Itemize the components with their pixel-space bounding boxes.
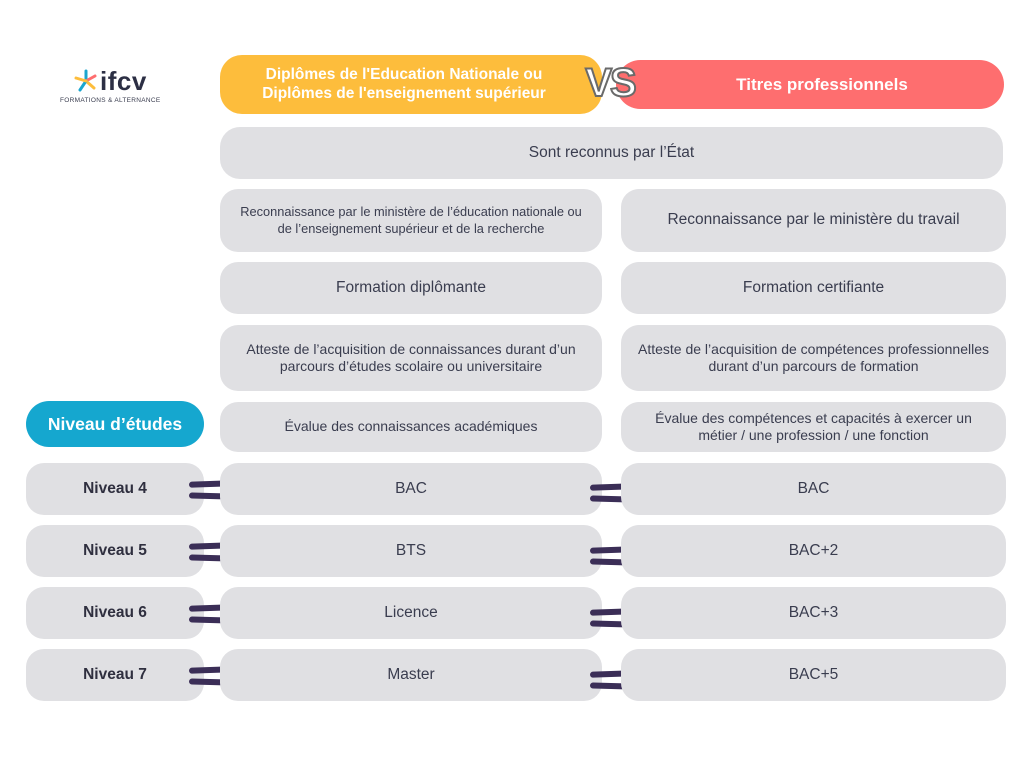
star-icon — [74, 69, 98, 93]
level-left-value: Licence — [220, 587, 602, 639]
logo-subtitle: FORMATIONS & ALTERNANCE — [60, 97, 161, 104]
training-left: Formation diplômante — [220, 262, 602, 314]
attest-left: Atteste de l’acquisition de connaissances durant d’un parcours d’études scolaire ou universitaire — [220, 325, 602, 391]
common-recognition: Sont reconnus par l’État — [220, 127, 1003, 179]
level-label: Niveau 7 — [26, 649, 204, 701]
header-titres-professionnels: Titres professionnels — [616, 60, 1004, 109]
level-left-value: Master — [220, 649, 602, 701]
header-diplomes: Diplômes de l'Education Nationale ou Diplômes de l'enseignement supérieur — [220, 55, 602, 114]
level-label: Niveau 5 — [26, 525, 204, 577]
attest-right: Atteste de l’acquisition de compétences professionnelles durant d’un parcours de formation — [621, 325, 1006, 391]
ifcv-logo — [60, 66, 190, 110]
recognition-right: Reconnaissance par le ministère du travail — [621, 189, 1006, 252]
level-left-value: BTS — [220, 525, 602, 577]
level-right-value: BAC+5 — [621, 649, 1006, 701]
eval-right: Évalue des compétences et capacités à exercer un métier / une profession / une fonction — [621, 402, 1006, 452]
level-label: Niveau 4 — [26, 463, 204, 515]
level-left-value: BAC — [220, 463, 602, 515]
eval-left: Évalue des connaissances académiques — [220, 402, 602, 452]
level-right-value: BAC+3 — [621, 587, 1006, 639]
recognition-left: Reconnaissance par le ministère de l’éducation nationale ou de l’enseignement supérieur et de la recherche — [220, 189, 602, 252]
vs-label: VS — [585, 60, 635, 105]
level-right-value: BAC — [621, 463, 1006, 515]
training-right: Formation certifiante — [621, 262, 1006, 314]
logo-name: ifcv — [100, 66, 147, 96]
niveau-etudes-badge: Niveau d’études — [26, 401, 204, 447]
level-label: Niveau 6 — [26, 587, 204, 639]
level-right-value: BAC+2 — [621, 525, 1006, 577]
